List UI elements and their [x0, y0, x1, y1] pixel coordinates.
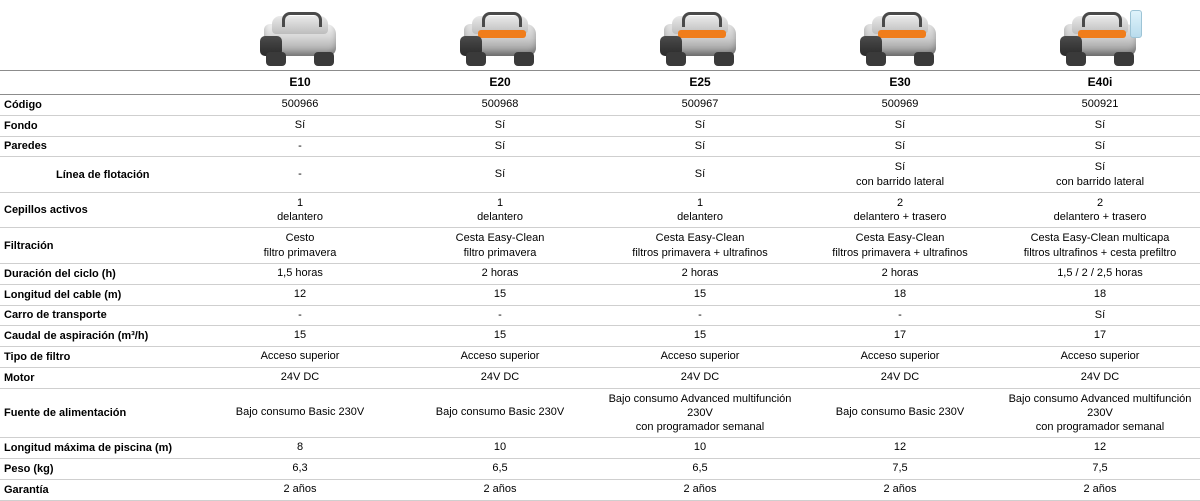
table-cell [200, 284, 400, 305]
table-row [0, 367, 1200, 388]
cell-value: 10 [693, 441, 707, 454]
table-cell [200, 305, 400, 326]
product-image-cell [400, 0, 600, 71]
table-cell [200, 115, 400, 136]
cell-value: Acceso superior [1060, 350, 1140, 363]
cell-value: Sí [494, 118, 506, 131]
cell-value: Acceso superior [660, 350, 740, 363]
table-cell [800, 228, 1000, 264]
table-cell [1000, 95, 1200, 116]
table-row [0, 479, 1200, 500]
table-cell [200, 95, 400, 116]
table-cell [400, 95, 600, 116]
table-cell [800, 347, 1000, 368]
table-cell [400, 228, 600, 264]
image-row-spacer [0, 0, 200, 71]
row-label: Fuente de alimentación [0, 388, 200, 438]
table-cell [400, 284, 600, 305]
table-cell [800, 115, 1000, 136]
cell-value: Bajo consumo Basic 230V [435, 406, 565, 419]
product-image-cell [800, 0, 1000, 71]
cell-value: 17 [1093, 329, 1107, 342]
cell-value: 2 años [883, 482, 917, 495]
cell-value: Acceso superior [460, 350, 540, 363]
cell-value: 2 horas [481, 267, 519, 280]
table-row [0, 459, 1200, 480]
cell-value: 15 [693, 287, 707, 300]
table-row [0, 157, 1200, 193]
table-cell [600, 438, 800, 459]
robot-cleaner-e30-icon [856, 10, 944, 68]
table-cell [800, 284, 1000, 305]
cell-value: Sí [694, 139, 706, 152]
table-row [0, 347, 1200, 368]
cell-value: 12 [893, 441, 907, 454]
cell-value: Sí [294, 118, 306, 131]
cell-value: Acceso superior [860, 350, 940, 363]
cell-value: Sí con barrido lateral [855, 161, 945, 188]
robot-cleaner-e10-icon [256, 10, 344, 68]
table-cell [400, 192, 600, 228]
cell-value: Cesta Easy-Clean filtros primavera + ultrafinos [632, 232, 768, 259]
table-cell [200, 367, 400, 388]
cell-value: 1 delantero [677, 196, 723, 224]
cell-value: Sí [1094, 118, 1106, 131]
model-header-e10: E10 [200, 71, 400, 95]
product-image-cell [1000, 0, 1200, 71]
table-cell [800, 136, 1000, 157]
cell-value: 2 años [683, 482, 717, 495]
table-cell [600, 95, 800, 116]
row-label: Longitud máxima de piscina (m) [0, 438, 200, 459]
cell-value: Cesto filtro primavera [263, 232, 337, 259]
cell-value: 1,5 / 2 / 2,5 horas [1057, 267, 1143, 280]
row-label: Carro de transporte [0, 305, 200, 326]
table-row [0, 264, 1200, 285]
cell-value: 24V DC [1080, 370, 1120, 383]
cell-value: Bajo consumo Advanced multifunción 230V con programador semanal [608, 392, 792, 434]
cell-value: 2 años [283, 482, 317, 495]
table-row [0, 388, 1200, 438]
table-cell [200, 438, 400, 459]
table-cell [200, 388, 400, 438]
table-cell [1000, 347, 1200, 368]
row-label: Código [0, 95, 200, 116]
cell-value: - [498, 308, 502, 321]
cell-value: 7,5 [892, 462, 908, 475]
cell-value: 500966 [281, 98, 319, 110]
table-cell [1000, 228, 1200, 264]
table-row [0, 438, 1200, 459]
row-label: Longitud del cable (m) [0, 284, 200, 305]
table-cell [200, 479, 400, 500]
table-cell [600, 228, 800, 264]
table-cell [400, 388, 600, 438]
model-header-e20: E20 [400, 71, 600, 95]
table-row [0, 305, 1200, 326]
table-cell [200, 459, 400, 480]
cell-value: 1 delantero [277, 196, 323, 224]
cell-value: 15 [693, 329, 707, 342]
robot-cleaner-e20-icon [456, 10, 544, 68]
row-label: Garantía [0, 479, 200, 500]
table-cell [1000, 459, 1200, 480]
cell-value: 10 [493, 441, 507, 454]
robot-cleaner-e40i-icon [1056, 10, 1144, 68]
table-cell [600, 479, 800, 500]
cell-value: 8 [296, 441, 304, 454]
cell-value: Sí [494, 167, 506, 180]
product-image-cell [200, 0, 400, 71]
cell-value: - [298, 308, 302, 321]
row-label: Caudal de aspiración (m³/h) [0, 326, 200, 347]
cell-value: 18 [893, 287, 907, 300]
robot-cleaner-e25-icon [656, 10, 744, 68]
cell-value: 6,5 [692, 462, 708, 475]
cell-value: Sí [694, 118, 706, 131]
table-cell [1000, 388, 1200, 438]
cell-value: 12 [1093, 441, 1107, 454]
table-cell [600, 264, 800, 285]
table-cell [400, 479, 600, 500]
table-cell [600, 459, 800, 480]
table-cell [800, 388, 1000, 438]
row-label: Peso (kg) [0, 459, 200, 480]
cell-value: Bajo consumo Basic 230V [235, 406, 365, 419]
row-label: Línea de flotación [0, 157, 200, 193]
cell-value: 2 delantero + trasero [853, 196, 947, 224]
cell-value: 15 [493, 287, 507, 300]
table-cell [600, 305, 800, 326]
table-cell [800, 192, 1000, 228]
cell-value: Sí [494, 139, 506, 152]
cell-value: 24V DC [280, 370, 320, 383]
model-header-e40i: E40i [1000, 71, 1200, 95]
table-cell [1000, 326, 1200, 347]
table-row [0, 95, 1200, 116]
table-cell [1000, 438, 1200, 459]
cell-value: 2 años [1083, 482, 1117, 495]
cell-value: 500921 [1081, 98, 1119, 110]
table-cell [600, 192, 800, 228]
table-cell [1000, 115, 1200, 136]
cell-value: Sí [1094, 308, 1106, 321]
table-cell [400, 367, 600, 388]
table-cell [600, 157, 800, 193]
table-cell [1000, 192, 1200, 228]
table-cell [200, 157, 400, 193]
row-label: Cepillos activos [0, 192, 200, 228]
table-cell [1000, 136, 1200, 157]
cell-value: 17 [893, 329, 907, 342]
table-cell [400, 347, 600, 368]
product-image-cell [600, 0, 800, 71]
table-cell [1000, 264, 1200, 285]
cell-value: 24V DC [480, 370, 520, 383]
table-cell [800, 479, 1000, 500]
table-cell [800, 326, 1000, 347]
cell-value: 500968 [481, 98, 519, 110]
table-cell [600, 136, 800, 157]
cell-value: - [298, 139, 302, 152]
cell-value: 2 horas [881, 267, 919, 280]
table-cell [600, 347, 800, 368]
cell-value: Sí [1094, 139, 1106, 152]
cell-value: 7,5 [1092, 462, 1108, 475]
row-label: Motor [0, 367, 200, 388]
cell-value: 24V DC [680, 370, 720, 383]
table-cell [600, 388, 800, 438]
table-row [0, 228, 1200, 264]
table-cell [800, 438, 1000, 459]
cell-value: 2 horas [681, 267, 719, 280]
row-label: Duración del ciclo (h) [0, 264, 200, 285]
table-cell [800, 157, 1000, 193]
table-cell [400, 136, 600, 157]
table-cell [1000, 284, 1200, 305]
table-cell [400, 115, 600, 136]
table-row [0, 192, 1200, 228]
model-header-e25: E25 [600, 71, 800, 95]
model-header-row [0, 71, 1200, 95]
model-header-e30: E30 [800, 71, 1000, 95]
cell-value: 24V DC [880, 370, 920, 383]
table-cell [800, 95, 1000, 116]
cell-value: 2 delantero + trasero [1053, 196, 1147, 224]
cell-value: Cesta Easy-Clean filtros primavera + ultrafinos [832, 232, 968, 259]
table-cell [400, 459, 600, 480]
row-label: Paredes [0, 136, 200, 157]
cell-value: - [298, 167, 302, 180]
table-cell [400, 264, 600, 285]
cell-value: 6,5 [492, 462, 508, 475]
cell-value: Acceso superior [260, 350, 340, 363]
cell-value: 12 [293, 287, 307, 300]
table-cell [400, 157, 600, 193]
table-cell [600, 115, 800, 136]
table-cell [200, 264, 400, 285]
table-cell [600, 367, 800, 388]
table-cell [800, 264, 1000, 285]
cell-value: 1 delantero [477, 196, 523, 224]
table-row [0, 284, 1200, 305]
table-row [0, 326, 1200, 347]
cell-value: Cesta Easy-Clean filtro primavera [455, 232, 545, 259]
cell-value: - [698, 308, 702, 321]
cell-value: Sí [694, 167, 706, 180]
table-cell [400, 438, 600, 459]
table-cell [200, 326, 400, 347]
table-cell [1000, 367, 1200, 388]
cell-value: Sí [894, 118, 906, 131]
table-cell [1000, 157, 1200, 193]
table-cell [600, 326, 800, 347]
table-cell [200, 192, 400, 228]
table-cell [800, 459, 1000, 480]
cell-value: Sí con barrido lateral [1055, 161, 1145, 188]
product-image-row [0, 0, 1200, 71]
table-row [0, 136, 1200, 157]
cell-value: 1,5 horas [277, 267, 323, 280]
table-row [0, 115, 1200, 136]
cell-value: 18 [1093, 287, 1107, 300]
cell-value: Bajo consumo Basic 230V [835, 406, 965, 419]
cell-value: 6,3 [292, 462, 308, 475]
table-cell [800, 367, 1000, 388]
cell-value: 500967 [681, 98, 719, 110]
row-label: Fondo [0, 115, 200, 136]
cell-value: 15 [493, 329, 507, 342]
header-row-spacer [0, 71, 200, 95]
cell-value: 500969 [881, 98, 919, 110]
cell-value: Bajo consumo Advanced multifunción 230V con programador semanal [1008, 392, 1192, 434]
cell-value: Sí [894, 139, 906, 152]
table-cell [1000, 479, 1200, 500]
cell-value: 2 años [483, 482, 517, 495]
cell-value: 15 [293, 329, 307, 342]
cell-value: Cesta Easy-Clean multicapa filtros ultrafinos + cesta prefiltro [1023, 232, 1177, 259]
table-cell [200, 347, 400, 368]
row-label: Tipo de filtro [0, 347, 200, 368]
table-cell [400, 305, 600, 326]
table-cell [200, 136, 400, 157]
table-cell [400, 326, 600, 347]
table-cell [800, 305, 1000, 326]
row-label: Filtración [0, 228, 200, 264]
table-cell [1000, 305, 1200, 326]
cell-value: - [898, 308, 902, 321]
table-cell [600, 284, 800, 305]
table-cell [200, 228, 400, 264]
